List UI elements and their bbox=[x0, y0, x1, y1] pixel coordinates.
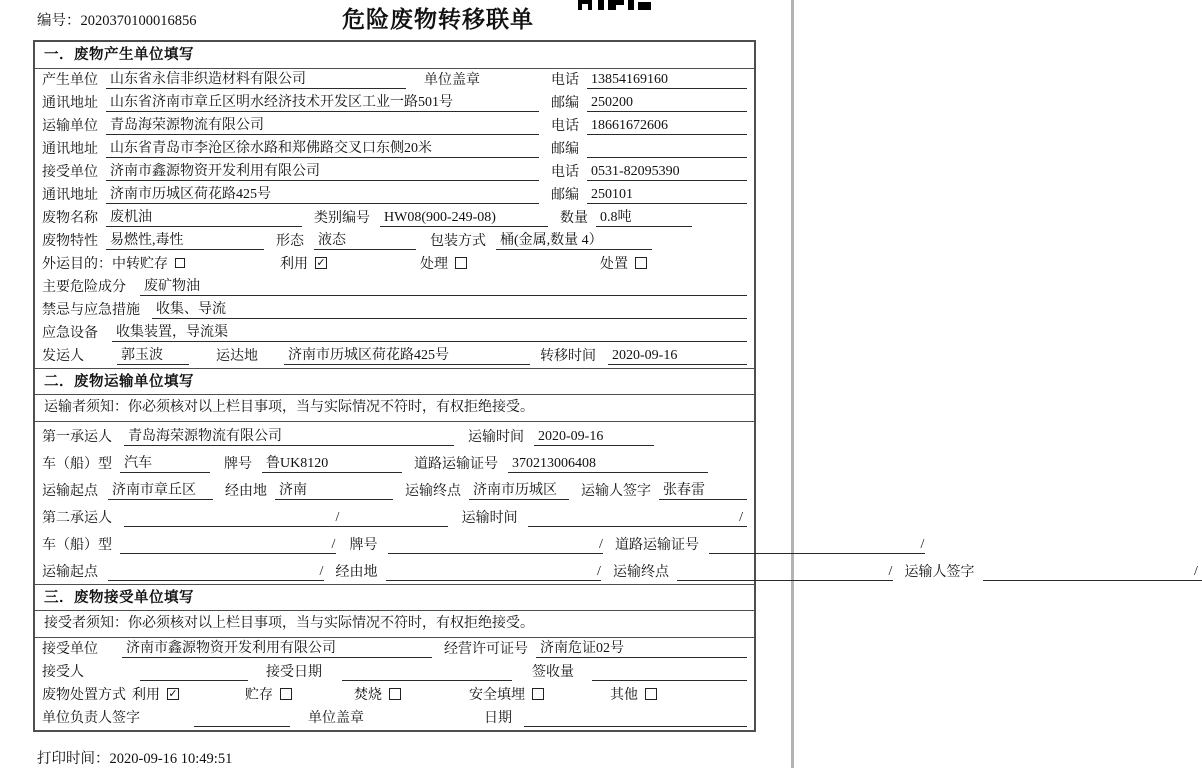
producer-label: 产生单位 bbox=[42, 73, 98, 88]
use-checkbox bbox=[315, 257, 327, 269]
permit-field: 济南危证02号 bbox=[536, 637, 747, 658]
receive-unit-label: 接受单位 bbox=[42, 165, 98, 180]
via1-field: 济南 bbox=[275, 479, 393, 500]
disposal-use-checkbox bbox=[167, 688, 179, 700]
phone1-field: 13854169160 bbox=[587, 72, 747, 89]
origin2-label: 运输起点 bbox=[42, 565, 98, 580]
page-title: 危险废物转移联单 bbox=[342, 7, 534, 32]
disposal-storage-label: 贮存 bbox=[245, 688, 273, 703]
row-disposal bbox=[35, 684, 754, 707]
characteristic-field: 易燃性,毒性 bbox=[106, 229, 264, 250]
address1-label: 通讯地址 bbox=[42, 96, 98, 111]
use-label: 利用 bbox=[280, 257, 308, 272]
disposal-incinerate-checkbox bbox=[389, 688, 401, 700]
row-producer bbox=[35, 69, 754, 92]
zip3-field: 250101 bbox=[587, 187, 747, 204]
recipient-field bbox=[140, 680, 248, 681]
section2-body bbox=[35, 422, 1198, 584]
disposal-other-label: 其他 bbox=[610, 688, 638, 703]
section3-title: 三．废物接受单位填写 bbox=[35, 584, 754, 611]
row-equipment bbox=[35, 322, 754, 345]
address2-field: 山东省青岛市李沧区徐水路和郑佛路交叉口东侧20米 bbox=[106, 137, 539, 158]
row-receive-unit bbox=[35, 161, 754, 184]
license2-field: / bbox=[709, 537, 925, 554]
address1-field: 山东省济南市章丘区明水经济技术开发区工业一路501号 bbox=[106, 91, 539, 112]
time2-field: / bbox=[528, 510, 747, 527]
shipper-field: 郭玉波 bbox=[117, 344, 189, 365]
disposal-landfill-checkbox bbox=[532, 688, 544, 700]
permit-label: 经营许可证号 bbox=[444, 642, 528, 657]
print-time-label: 打印时间： bbox=[37, 751, 110, 767]
carrier2-label: 第二承运人 bbox=[42, 511, 112, 526]
sign2-field: / bbox=[983, 564, 1202, 581]
via1-label: 经由地 bbox=[225, 484, 267, 499]
disposal-option-use bbox=[132, 684, 179, 704]
disposal-label: 废物处置方式 bbox=[42, 688, 126, 703]
main-hazard-label: 主要危险成分 bbox=[42, 280, 126, 295]
packaging-label: 包装方式 bbox=[430, 234, 486, 249]
sign2-label: 运输人签字 bbox=[904, 565, 975, 580]
plate2-label: 牌号 bbox=[349, 538, 378, 553]
license1-field: 370213006408 bbox=[508, 456, 708, 473]
recipient-label: 接受人 bbox=[42, 665, 84, 680]
row-second-carrier bbox=[35, 503, 754, 530]
taboo-label: 禁忌与应急措施 bbox=[42, 303, 140, 318]
receiver-unit-label: 接受单位 bbox=[42, 642, 98, 657]
via2-field: / bbox=[386, 564, 602, 581]
purpose-option-use bbox=[280, 253, 327, 273]
row-receiver-unit bbox=[35, 638, 754, 661]
vehicle1-label: 车（船）型 bbox=[42, 457, 112, 472]
origin2-field: / bbox=[108, 564, 324, 581]
disposal-storage-checkbox bbox=[280, 688, 292, 700]
destination-label: 运达地 bbox=[216, 349, 258, 364]
disposal-use-label: 利用 bbox=[132, 688, 160, 703]
disposal-option-landfill bbox=[469, 684, 544, 704]
end2-field: / bbox=[677, 564, 893, 581]
plate1-field: 鲁UK8120 bbox=[262, 452, 402, 473]
time1-field: 2020-09-16 bbox=[534, 429, 654, 446]
phone3-label: 电话 bbox=[551, 165, 579, 180]
disposal-option-incinerate bbox=[354, 684, 401, 704]
plate2-field: / bbox=[388, 537, 604, 554]
license2-label: 道路运输证号 bbox=[615, 538, 699, 553]
checkbox-mark: ✓ bbox=[316, 257, 326, 269]
time1-label: 运输时间 bbox=[468, 430, 524, 445]
disposal-incinerate-label: 焚烧 bbox=[354, 688, 382, 703]
end1-label: 运输终点 bbox=[405, 484, 461, 499]
row-vehicle2 bbox=[35, 530, 925, 557]
row-purpose bbox=[35, 253, 754, 276]
phone2-field: 18661672606 bbox=[587, 118, 747, 135]
row-first-carrier bbox=[35, 422, 754, 449]
equipment-label: 应急设备 bbox=[42, 326, 98, 341]
disposal-option-storage bbox=[245, 684, 292, 704]
print-time-value: 2020-09-16 10:49:51 bbox=[109, 751, 233, 767]
zip3-label: 邮编 bbox=[551, 188, 579, 203]
serial-label: 编号： bbox=[37, 13, 81, 29]
row-manager-sign bbox=[35, 707, 754, 730]
purpose-option-dispose bbox=[600, 253, 647, 273]
transfer-storage-label: 中转贮存 bbox=[112, 257, 168, 272]
row-transport-address bbox=[35, 138, 754, 161]
section1-title: 一．废物产生单位填写 bbox=[35, 42, 754, 69]
category-field: HW08(900-249-08) bbox=[380, 210, 548, 227]
date-field bbox=[524, 726, 747, 727]
treat-label: 处理 bbox=[420, 257, 448, 272]
zip2-label: 邮编 bbox=[551, 142, 579, 157]
row-route1 bbox=[35, 476, 754, 503]
via2-label: 经由地 bbox=[335, 565, 378, 580]
print-time bbox=[37, 747, 232, 768]
phone2-label: 电话 bbox=[551, 119, 579, 134]
disposal-other-checkbox bbox=[645, 688, 657, 700]
dispose-label: 处置 bbox=[600, 257, 628, 272]
carrier1-field: 青岛海荣源物流有限公司 bbox=[124, 425, 454, 446]
vehicle2-field: / bbox=[120, 537, 336, 554]
section1-body bbox=[35, 69, 754, 368]
date-label: 日期 bbox=[484, 711, 512, 726]
transfer-storage-checkbox bbox=[175, 258, 185, 268]
receive-date-field bbox=[342, 680, 512, 681]
quantity-label: 数量 bbox=[560, 211, 588, 226]
unit-seal-label: 单位盖章 bbox=[424, 73, 480, 88]
manager-sign-field bbox=[194, 726, 290, 727]
row-producer-address bbox=[35, 92, 754, 115]
row-shipper bbox=[35, 345, 754, 368]
serial-value: 2020370100016856 bbox=[80, 13, 197, 29]
category-label: 类别编号 bbox=[314, 211, 370, 226]
row-taboo bbox=[35, 299, 754, 322]
section3-body bbox=[35, 638, 754, 730]
transfer-time-field: 2020-09-16 bbox=[608, 348, 747, 365]
address3-label: 通讯地址 bbox=[42, 188, 98, 203]
carrier2-field: / bbox=[124, 510, 448, 527]
equipment-field: 收集装置，导流渠 bbox=[112, 321, 747, 342]
manifest-form bbox=[33, 40, 1198, 732]
waste-name-field: 废机油 bbox=[106, 206, 302, 227]
row-waste-name bbox=[35, 207, 754, 230]
taboo-field: 收集、导流 bbox=[152, 298, 747, 319]
row-recipient bbox=[35, 661, 754, 684]
sign1-label: 运输人签字 bbox=[581, 484, 651, 499]
purpose-option-treat bbox=[420, 253, 467, 273]
receive-unit-field: 济南市鑫源物资开发利用有限公司 bbox=[106, 160, 539, 181]
purpose-option-transfer-storage bbox=[112, 253, 185, 273]
row-receive-address bbox=[35, 184, 754, 207]
receiver-seal-label: 单位盖章 bbox=[308, 711, 364, 726]
transport-unit-label: 运输单位 bbox=[42, 119, 98, 134]
zip1-label: 邮编 bbox=[551, 96, 579, 111]
destination-field: 济南市历城区荷花路425号 bbox=[284, 344, 530, 365]
section2-notice: 运输者须知：你必须核对以上栏目事项，当与实际情况不符时，有权拒绝接受。 bbox=[35, 395, 754, 422]
end1-field: 济南市历城区 bbox=[469, 479, 569, 500]
producer-field: 山东省永信非织造材料有限公司 bbox=[106, 68, 406, 89]
main-hazard-field: 废矿物油 bbox=[140, 275, 747, 296]
row-vehicle1 bbox=[35, 449, 754, 476]
dispose-checkbox bbox=[635, 257, 647, 269]
license1-label: 道路运输证号 bbox=[414, 457, 498, 472]
shipper-label: 发运人 bbox=[42, 349, 84, 364]
received-amount-field bbox=[592, 680, 747, 681]
receive-date-label: 接受日期 bbox=[266, 665, 322, 680]
section2-title: 二．废物运输单位填写 bbox=[35, 368, 754, 395]
disposal-landfill-label: 安全填埋 bbox=[469, 688, 525, 703]
treat-checkbox bbox=[455, 257, 467, 269]
transfer-time-label: 转移时间 bbox=[540, 349, 596, 364]
purpose-label: 外运目的： bbox=[42, 257, 112, 272]
address3-field: 济南市历城区荷花路425号 bbox=[106, 183, 539, 204]
waste-name-label: 废物名称 bbox=[42, 211, 98, 226]
vehicle2-label: 车（船）型 bbox=[42, 538, 112, 553]
section3-notice: 接受者须知：你必须核对以上栏目事项，当与实际情况不符时，有权拒绝接受。 bbox=[35, 611, 754, 638]
row-transport-unit bbox=[35, 115, 754, 138]
end2-label: 运输终点 bbox=[613, 565, 669, 580]
disposal-option-other bbox=[610, 684, 657, 704]
phone1-label: 电话 bbox=[551, 73, 579, 88]
row-main-hazard bbox=[35, 276, 754, 299]
scrollbar[interactable] bbox=[791, 0, 794, 768]
qr-code-fragment bbox=[578, 0, 654, 11]
origin1-label: 运输起点 bbox=[42, 484, 98, 499]
transport-unit-field: 青岛海荣源物流有限公司 bbox=[106, 114, 539, 135]
quantity-field: 0.8吨 bbox=[596, 206, 692, 227]
phone3-field: 0531-82095390 bbox=[587, 164, 747, 181]
received-amount-label: 签收量 bbox=[532, 665, 574, 680]
serial-number bbox=[37, 9, 197, 30]
receiver-unit-field: 济南市鑫源物资开发利用有限公司 bbox=[122, 637, 432, 658]
checkbox-mark: ✓ bbox=[168, 688, 178, 700]
form-field: 液态 bbox=[314, 229, 416, 250]
time2-label: 运输时间 bbox=[461, 511, 518, 526]
row-route2 bbox=[35, 557, 1198, 584]
zip2-field bbox=[587, 157, 747, 158]
zip1-field: 250200 bbox=[587, 95, 747, 112]
characteristic-label: 废物特性 bbox=[42, 234, 98, 249]
manager-sign-label: 单位负责人签字 bbox=[42, 711, 140, 726]
vehicle1-field: 汽车 bbox=[120, 452, 210, 473]
origin1-field: 济南市章丘区 bbox=[108, 479, 213, 500]
packaging-field: 桶(金属,数量 4） bbox=[496, 229, 652, 250]
sign1-field: 张春雷 bbox=[659, 479, 747, 500]
form-label: 形态 bbox=[276, 234, 304, 249]
address2-label: 通讯地址 bbox=[42, 142, 98, 157]
row-waste-characteristic bbox=[35, 230, 754, 253]
plate1-label: 牌号 bbox=[224, 457, 252, 472]
carrier1-label: 第一承运人 bbox=[42, 430, 112, 445]
